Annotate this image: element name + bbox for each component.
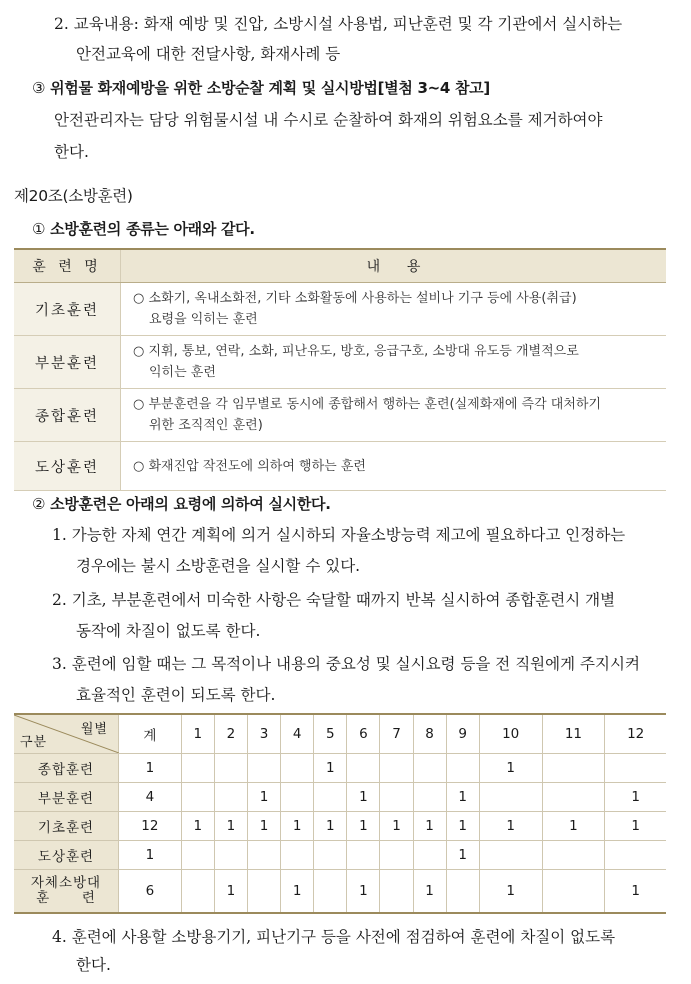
schedule-cell: 1: [314, 754, 347, 783]
circled-marker-1: ①: [32, 220, 46, 238]
schedule-cell: [314, 841, 347, 870]
schedule-cell: 1: [413, 870, 446, 914]
article-title: 제20조(소방훈련): [14, 187, 133, 205]
schedule-cell: [605, 754, 666, 783]
schedule-cell: 1: [214, 870, 247, 914]
schedule-cell: 1: [446, 812, 479, 841]
description-line: ○ 부분훈련을 각 임무별로 동시에 종합해서 행하는 훈련(실제화재에 즉각 대처하기: [133, 397, 602, 412]
schedule-cell: [248, 841, 281, 870]
row-label: 도상훈련: [14, 841, 119, 870]
schedule-cell: [214, 754, 247, 783]
schedule-cell: [314, 783, 347, 812]
schedule-cell: 1: [605, 812, 666, 841]
schedule-cell: [446, 870, 479, 914]
month-header: 12: [605, 714, 666, 754]
description-line: 위한 조직적인 훈련): [149, 418, 263, 433]
schedule-cell: [181, 783, 214, 812]
month-header: 4: [281, 714, 314, 754]
schedule-cell: [446, 754, 479, 783]
training-types-heading-text: 소방훈련의 종류는 아래와 같다.: [50, 220, 255, 238]
schedule-cell: 6: [119, 870, 182, 914]
schedule-cell: [181, 754, 214, 783]
schedule-cell: [380, 870, 413, 914]
schedule-cell: [479, 783, 542, 812]
schedule-cell: [248, 870, 281, 914]
training-name: 기초훈련: [14, 283, 121, 336]
month-header: 5: [314, 714, 347, 754]
schedule-cell: 4: [119, 783, 182, 812]
schedule-cell: [281, 783, 314, 812]
schedule-cell: [605, 841, 666, 870]
schedule-cell: 1: [347, 870, 380, 914]
training-name: 종합훈련: [14, 389, 121, 442]
training-description: [121, 389, 667, 442]
month-header: 11: [542, 714, 605, 754]
schedule-cell: 1: [347, 783, 380, 812]
table-row: [14, 283, 666, 336]
description-line: ○ 화재진압 작전도에 의하여 행하는 훈련: [133, 458, 366, 474]
schedule-cell: 1: [542, 812, 605, 841]
schedule-cell: [314, 870, 347, 914]
row-label: 기초훈련: [14, 812, 119, 841]
schedule-cell: [380, 783, 413, 812]
table-row: [14, 783, 666, 812]
training-description: [121, 283, 667, 336]
schedule-cell: 1: [314, 812, 347, 841]
month-header: 6: [347, 714, 380, 754]
patrol-body-line1: 안전관리자는 담당 위험물시설 내 수시로 순찰하여 화재의 위험요소를 제거하여야: [54, 111, 603, 129]
training-description: [121, 442, 667, 491]
schedule-cell: [542, 783, 605, 812]
schedule-cell: [248, 754, 281, 783]
schedule-cell: 1: [281, 870, 314, 914]
rule1-line1: 1. 가능한 자체 연간 계획에 의거 실시하되 자율소방능력 제고에 필요하다고 인정하는: [52, 526, 626, 544]
schedule-cell: 1: [446, 841, 479, 870]
table-row: [14, 812, 666, 841]
schedule-cell: 1: [479, 870, 542, 914]
training-types-heading: [32, 219, 255, 239]
schedule-cell: [281, 841, 314, 870]
month-header: 9: [446, 714, 479, 754]
table-row: [14, 870, 666, 914]
schedule-cell: 1: [446, 783, 479, 812]
month-header: 8: [413, 714, 446, 754]
month-header: 7: [380, 714, 413, 754]
schedule-cell: 1: [119, 754, 182, 783]
training-method-heading: [32, 494, 331, 514]
row-label: 부분훈련: [14, 783, 119, 812]
schedule-cell: 1: [347, 812, 380, 841]
rule3-line1: 3. 훈련에 임할 때는 그 목적이나 내용의 중요성 및 실시요령 등을 전 직원에게 주지시켜: [52, 655, 640, 673]
schedule-cell: 1: [119, 841, 182, 870]
row-label: 종합훈련: [14, 754, 119, 783]
month-header: 3: [248, 714, 281, 754]
schedule-cell: [181, 870, 214, 914]
schedule-cell: [413, 841, 446, 870]
description-line: ○ 소화기, 옥내소화전, 기타 소화활동에 사용하는 설비나 기구 등에 사용(취급): [133, 291, 577, 306]
schedule-cell: [214, 783, 247, 812]
rule3-line2: 효율적인 훈련이 되도록 한다.: [76, 686, 276, 704]
schedule-cell: 1: [380, 812, 413, 841]
patrol-body-line2: 한다.: [54, 143, 89, 161]
rule4-line2: 한다.: [76, 956, 111, 974]
rule2-line1: 2. 기초, 부분훈련에서 미숙한 사항은 숙달할 때까지 반복 실시하여 종합훈련시 개별: [52, 591, 616, 609]
schedule-cell: [479, 841, 542, 870]
schedule-cell: [347, 841, 380, 870]
training-types-table: [14, 248, 666, 491]
corner-month-label: 월별: [80, 722, 108, 737]
row-label-line: 자체소방대: [30, 875, 102, 891]
table-row: [14, 841, 666, 870]
table-row: [14, 336, 666, 389]
header-training-name: 훈 련 명: [14, 249, 121, 283]
description-line: ○ 지휘, 통보, 연락, 소화, 피난유도, 방호, 응급구호, 소방대 유도등 개별적으로: [133, 344, 579, 359]
description-line: 요령을 익히는 훈련: [149, 312, 258, 327]
schedule-cell: [542, 870, 605, 914]
schedule-cell: 1: [248, 812, 281, 841]
month-header: 10: [479, 714, 542, 754]
schedule-cell: [347, 754, 380, 783]
schedule-cell: 1: [605, 783, 666, 812]
row-label: [14, 870, 119, 914]
corner-cell: [14, 714, 119, 754]
schedule-header-row: [14, 714, 666, 754]
schedule-cell: 1: [248, 783, 281, 812]
schedule-cell: 1: [181, 812, 214, 841]
schedule-cell: [214, 841, 247, 870]
schedule-cell: 1: [281, 812, 314, 841]
schedule-cell: [380, 841, 413, 870]
header-content: 내 용: [121, 249, 667, 283]
circled-marker-3: ③: [32, 79, 46, 97]
monthly-schedule-table: [14, 713, 666, 914]
edu-content-line2: 안전교육에 대한 전달사항, 화재사례 등: [76, 45, 341, 63]
types-table-header: [14, 249, 666, 283]
corner-category-label: 구분: [20, 735, 48, 750]
circled-marker-2: ②: [32, 495, 46, 513]
schedule-cell: 1: [413, 812, 446, 841]
schedule-cell: 1: [605, 870, 666, 914]
month-header: 1: [181, 714, 214, 754]
patrol-plan-heading-text: 위험물 화재예방을 위한 소방순찰 계획 및 실시방법[별첨 3~4 참고]: [50, 79, 490, 97]
training-method-heading-text: 소방훈련은 아래의 요령에 의하여 실시한다.: [50, 495, 331, 513]
schedule-cell: 1: [214, 812, 247, 841]
schedule-cell: 12: [119, 812, 182, 841]
schedule-cell: [413, 783, 446, 812]
schedule-cell: 1: [479, 754, 542, 783]
patrol-plan-heading: [32, 78, 490, 98]
training-name: 도상훈련: [14, 442, 121, 491]
schedule-cell: [542, 754, 605, 783]
description-line: 익히는 훈련: [149, 365, 216, 380]
schedule-cell: [181, 841, 214, 870]
table-row: [14, 754, 666, 783]
rule4-line1: 4. 훈련에 사용할 소방용기기, 피난기구 등을 사전에 점검하여 훈련에 차질이 없도록: [52, 928, 616, 946]
row-label-line: 훈 련: [36, 890, 96, 906]
table-row: [14, 389, 666, 442]
schedule-cell: [380, 754, 413, 783]
schedule-cell: [413, 754, 446, 783]
training-name: 부분훈련: [14, 336, 121, 389]
schedule-cell: 1: [479, 812, 542, 841]
table-row: [14, 442, 666, 491]
month-header: 계: [119, 714, 182, 754]
edu-content-line1: 2. 교육내용: 화재 예방 및 진압, 소방시설 사용법, 피난훈련 및 각 기관에서 실시하는: [54, 15, 623, 33]
training-description: [121, 336, 667, 389]
rule2-line2: 동작에 차질이 없도록 한다.: [76, 622, 261, 640]
rule1-line2: 경우에는 불시 소방훈련을 실시할 수 있다.: [76, 557, 361, 575]
schedule-cell: [542, 841, 605, 870]
month-header: 2: [214, 714, 247, 754]
schedule-cell: [281, 754, 314, 783]
